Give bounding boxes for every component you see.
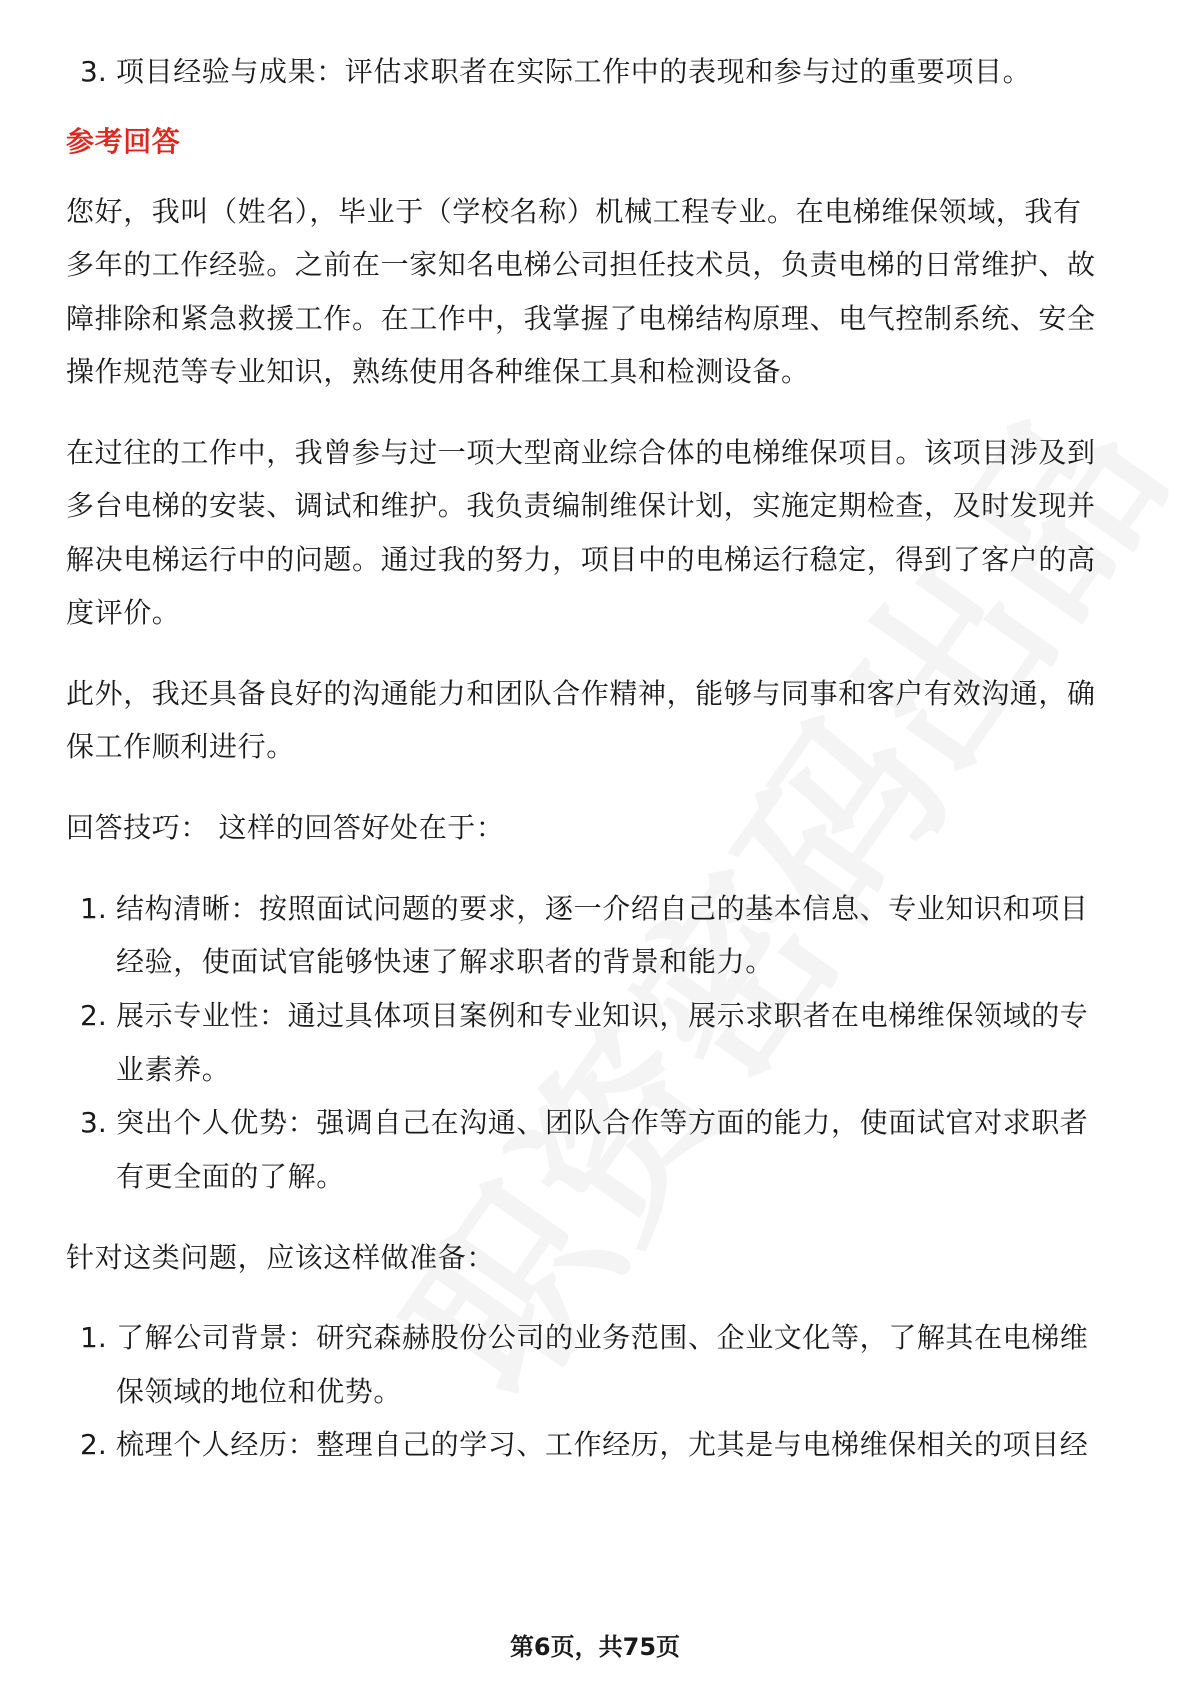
prep-intro: 针对这类问题，应该这样做准备： (66, 1241, 496, 1274)
paragraph-line: 在过往的工作中，我曾参与过一项大型商业综合体的电梯维保项目。该项目涉及到 (66, 436, 1096, 469)
paragraph-line: 多年的工作经验。之前在一家知名电梯公司担任技术员，负责电梯的日常维护、故 (66, 248, 1096, 281)
list-item-text: 有更全面的了解。 (116, 1160, 345, 1193)
paragraph-line: 保工作顺利进行。 (66, 730, 295, 763)
paragraph-line: 度评价。 (66, 596, 181, 629)
paragraph-line: 您好，我叫（姓名），毕业于（学校名称）机械工程专业。在电梯维保领域，我有 (66, 195, 1082, 228)
list-item-text: 结构清晰：按照面试问题的要求，逐一介绍自己的基本信息、专业知识和项目 (116, 892, 1089, 925)
list-number: 1. (80, 892, 107, 925)
list-number: 3. (80, 1106, 107, 1139)
list-number: 3. (80, 55, 107, 88)
list-number: 2. (80, 1428, 107, 1461)
section-heading: 参考回答 (66, 125, 181, 158)
tips-intro: 回答技巧： 这样的回答好处在于： (66, 811, 505, 844)
paragraph-line: 障排除和紧急救援工作。在工作中，我掌握了电梯结构原理、电气控制系统、安全 (66, 302, 1096, 335)
paragraph-line: 此外，我还具备良好的沟通能力和团队合作精神，能够与同事和客户有效沟通，确 (66, 677, 1096, 710)
list-number: 1. (80, 1321, 107, 1354)
list-item-text: 突出个人优势：强调自己在沟通、团队合作等方面的能力，使面试官对求职者 (116, 1106, 1089, 1139)
list-item-text: 经验，使面试官能够快速了解求职者的背景和能力。 (116, 945, 774, 978)
paragraph-line: 操作规范等专业知识，熟练使用各种维保工具和检测设备。 (66, 355, 810, 388)
list-number: 2. (80, 999, 107, 1032)
list-item-text: 了解公司背景：研究森赫股份公司的业务范围、企业文化等，了解其在电梯维 (116, 1321, 1089, 1354)
page-number-footer: 第6页，共75页 (509, 1633, 681, 1661)
list-item-text: 展示专业性：通过具体项目案例和专业知识，展示求职者在电梯维保领域的专 (116, 999, 1089, 1032)
list-item-text: 梳理个人经历：整理自己的学习、工作经历，尤其是与电梯维保相关的项目经 (116, 1428, 1089, 1461)
list-item-text: 项目经验与成果：评估求职者在实际工作中的表现和参与过的重要项目。 (116, 55, 1032, 88)
list-item-text: 业素养。 (116, 1053, 231, 1086)
paragraph-line: 解决电梯运行中的问题。通过我的努力，项目中的电梯运行稳定，得到了客户的高 (66, 543, 1096, 576)
list-item-text: 保领域的地位和优势。 (116, 1375, 403, 1408)
paragraph-line: 多台电梯的安装、调试和维护。我负责编制维保计划，实施定期检查，及时发现并 (66, 489, 1096, 522)
